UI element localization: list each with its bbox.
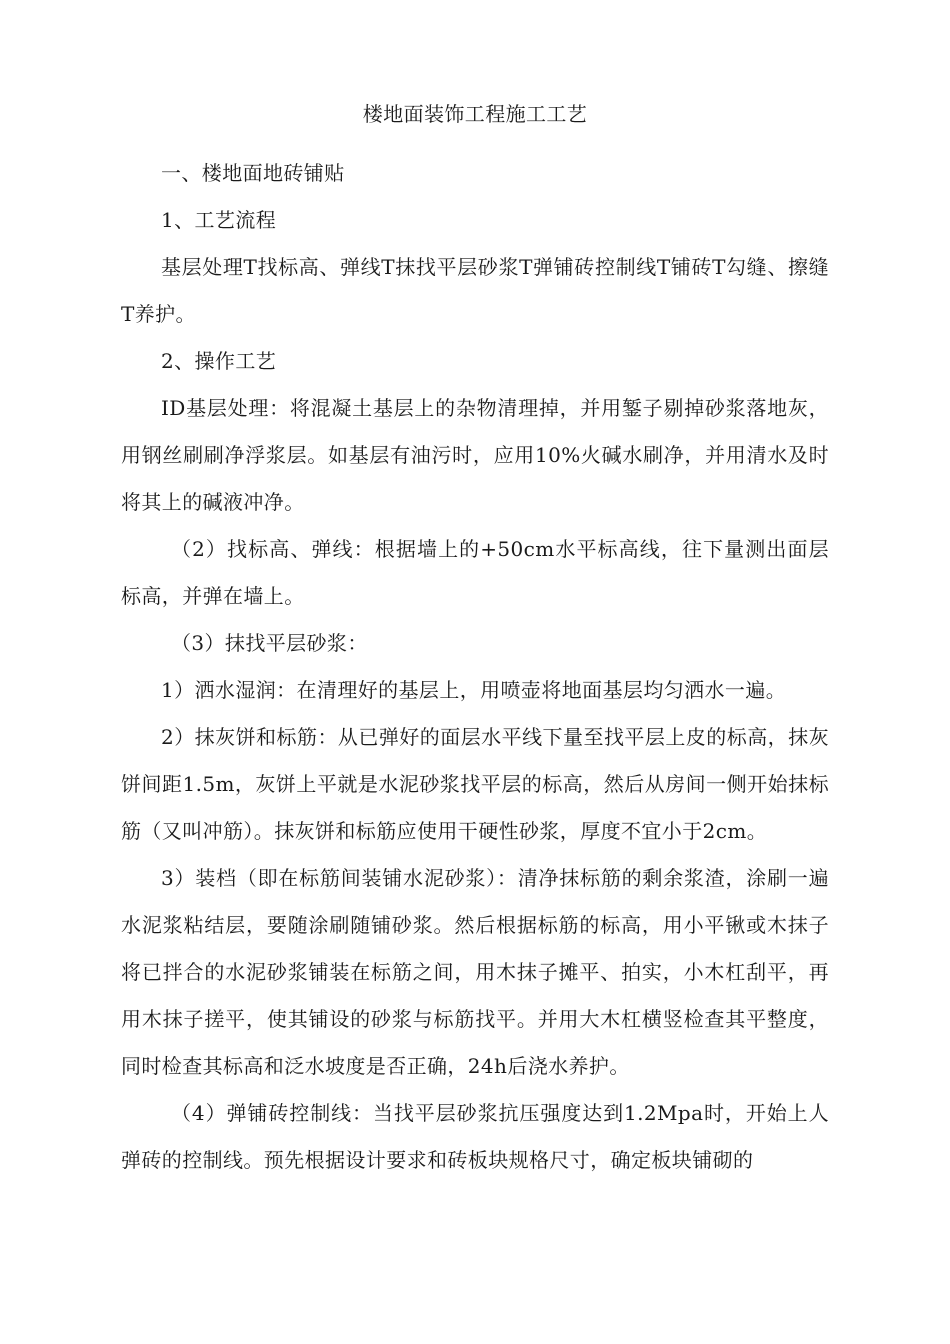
paragraph: 基层处理T找标高、弹线T抹找平层砂浆T弹铺砖控制线T铺砖T勾缝、擦缝T养护。 (121, 255, 829, 326)
document-title: 楼地面装饰工程施工工艺 (362, 102, 588, 126)
subsection-heading: 2、操作工艺 (161, 349, 277, 373)
paragraph: 1）洒水湿润：在清理好的基层上，用喷壶将地面基层均匀洒水一遍。 (161, 678, 787, 702)
paragraph: （4）弹铺砖控制线：当找平层砂浆抗压强度达到1.2Mpa时，开始上人弹砖的控制线。预先根据设计要求和砖板块规格尺寸，确定板块铺砌的 (121, 1101, 829, 1172)
subsection-heading: 1、工艺流程 (161, 208, 277, 232)
paragraph: 3）装档（即在标筋间装铺水泥砂浆）：清净抹标筋的剩余浆渣，涂刷一遍水泥浆粘结层，要随涂刷随铺砂浆。然后根据标筋的标高，用小平锹或木抹子将已拌合的水泥砂浆铺装在标筋之间，用木抹子摊平、拍实，小木杠刮平，再用木抹子搓平，使其铺设的砂浆与标筋找平。并用大木杠横竖检查其平整度，同时检查其标高和泛水坡度是否正确，24h后浇水养护。 (121, 866, 829, 1078)
paragraph: （3）抹找平层砂浆： (171, 631, 368, 655)
paragraph: 2）抹灰饼和标筋：从已弹好的面层水平线下量至找平层上皮的标高，抹灰饼间距1.5m，灰饼上平就是水泥砂浆找平层的标高，然后从房间一侧开始抹标筋（又叫冲筋）。抹灰饼和标筋应使用干硬性砂浆，厚度不宜小于2cm。 (121, 725, 829, 843)
section-heading: 一、楼地面地砖铺贴 (161, 161, 345, 185)
document-body (121, 150, 829, 1184)
paragraph: （2）找标高、弹线：根据墙上的+50cm水平标高线，往下量测出面层标高，并弹在墙上。 (121, 537, 829, 608)
paragraph: ID基层处理：将混凝土基层上的杂物清理掉，并用錾子剔掉砂浆落地灰，用钢丝刷刷净浮浆层。如基层有油污时，应用10%火碱水刷净，并用清水及时将其上的碱液冲净。 (121, 396, 829, 514)
